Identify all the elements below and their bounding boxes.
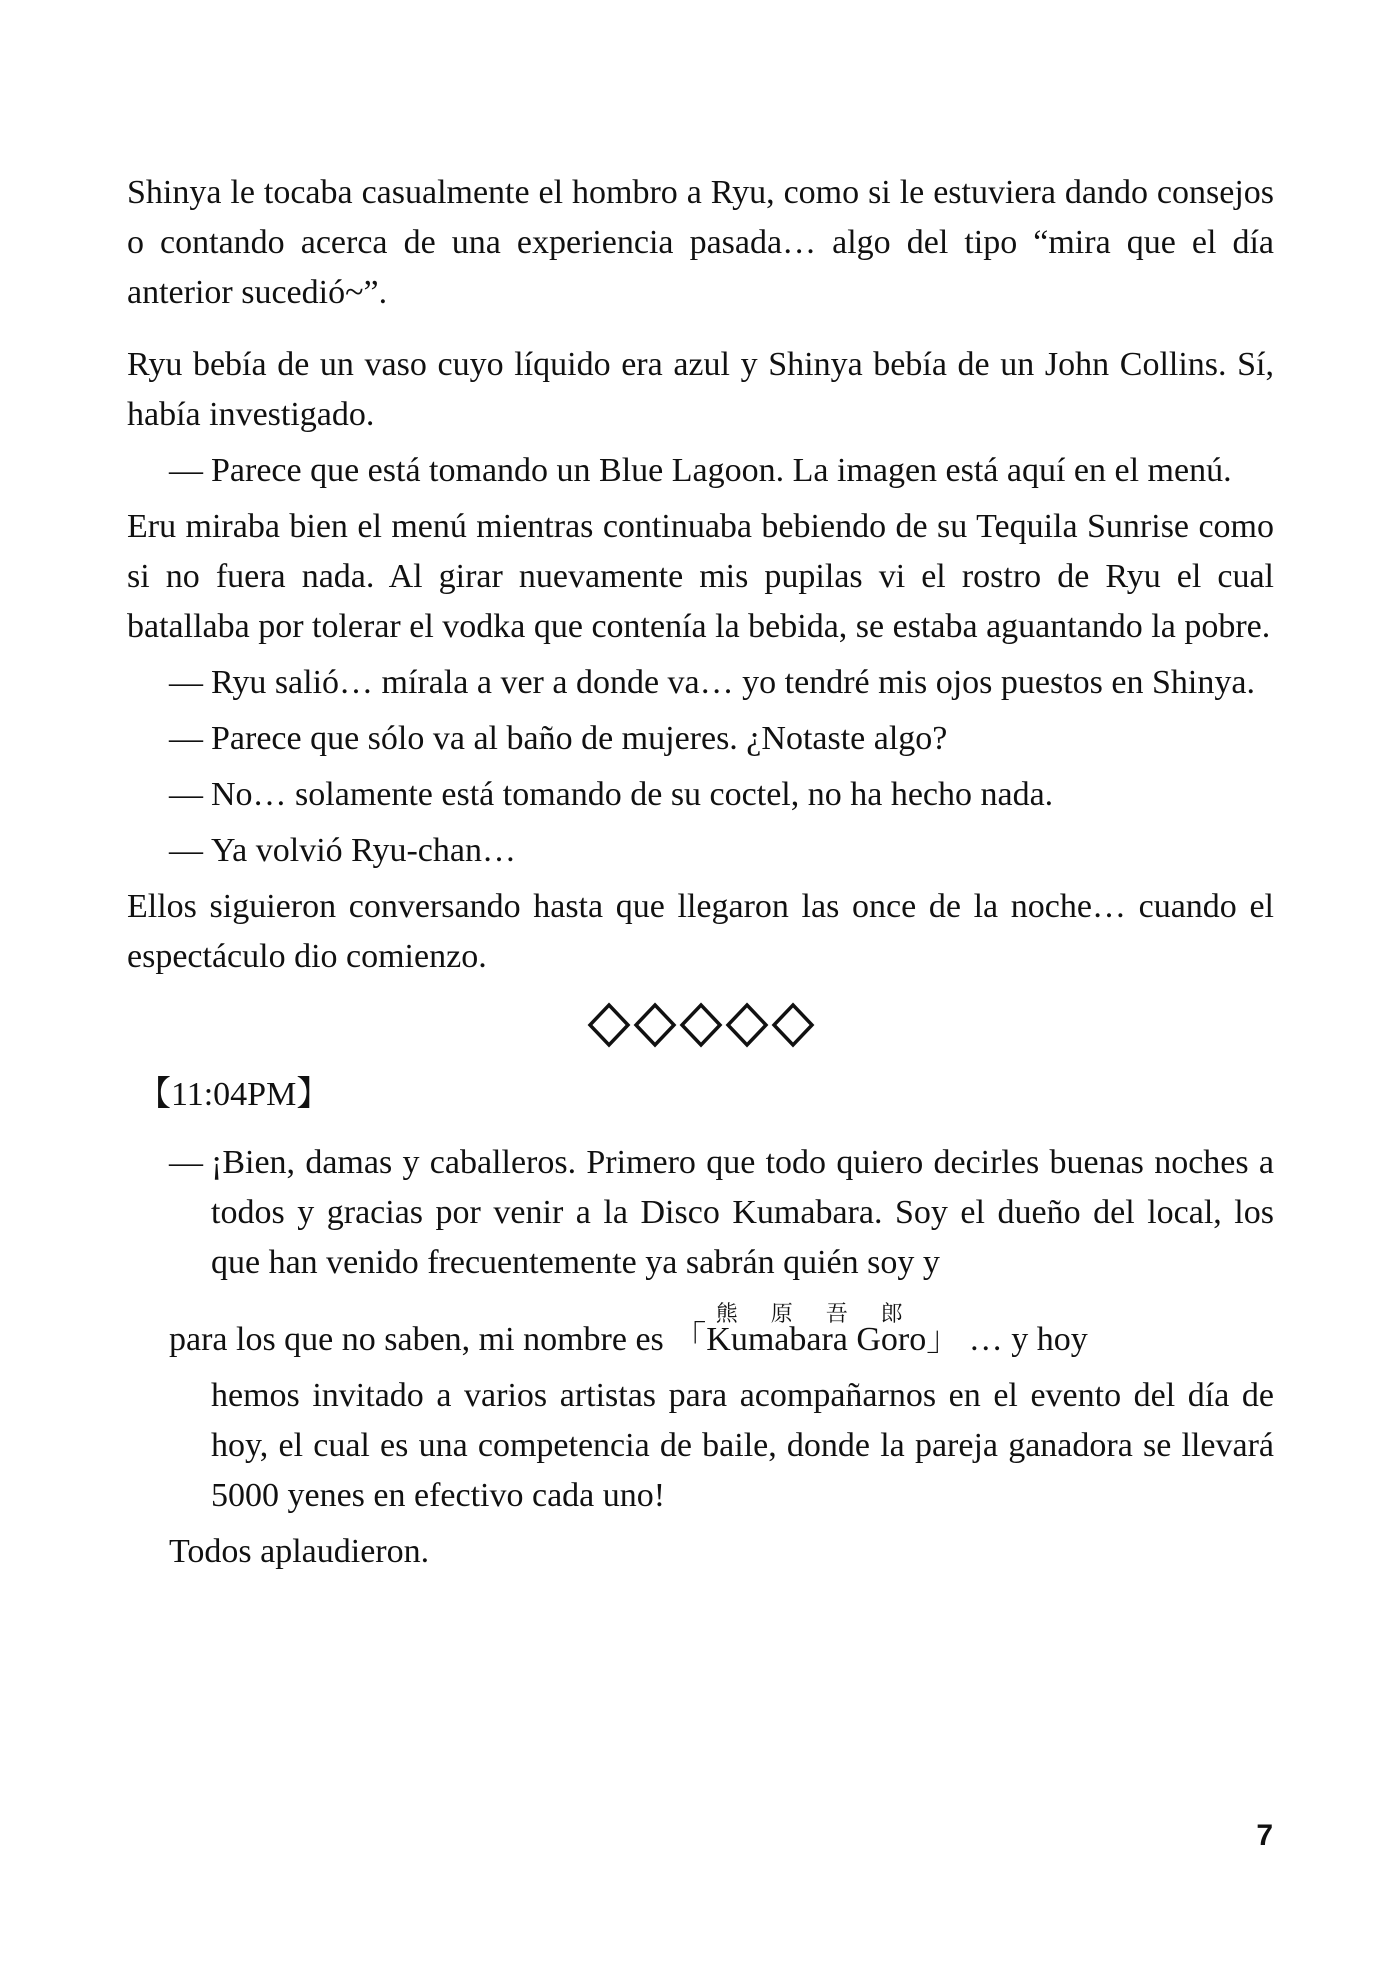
name-furigana: 熊原吾郎 [706, 1302, 927, 1327]
dialogue-1 [127, 446, 1274, 496]
page-number: 7 [1256, 1819, 1273, 1852]
paragraph-1: Shinya le tocaba casualmente el hombro a Ryu, como si le estuviera dando consejos o contando acerca de una experiencia pasada… algo del tipo “mira que el día anterior sucedió~”. [127, 174, 1274, 311]
dialogue-4 [127, 770, 1274, 820]
name-open-bracket: 「 [672, 1321, 707, 1358]
section-divider [127, 998, 1274, 1052]
paragraph-4: Ellos siguieron conversando hasta que llegaron las once de la noche… cuando el espectáculo dio comienzo. [127, 888, 1274, 975]
dialogue-2 [127, 658, 1274, 708]
paragraph-2: Ryu bebía de un vaso cuyo líquido era azul y Shinya bebía de un John Collins. Sí, había investigado. [127, 346, 1274, 433]
dialogue-2-text: Ryu salió… mírala a ver a donde va… yo tendré mis ojos puestos en Shinya. [211, 664, 1255, 701]
speech-part-3: hemos invitado a varios artistas para acompañarnos en el evento del día de hoy, el cual es una competencia de baile, donde la pareja ganadora se llevará 5000 yenes en efectivo cada uno! [211, 1377, 1274, 1514]
dialogue-dash: — [169, 776, 203, 813]
dialogue-4-text: No… solamente está tomando de su coctel, no ha hecho nada. [211, 776, 1054, 813]
dialogue-3 [127, 714, 1274, 764]
speech-part-2-suffix: … y hoy [960, 1321, 1088, 1358]
closing-line: Todos aplaudieron. [169, 1533, 430, 1570]
name-close-bracket: 」 [926, 1321, 961, 1358]
dialogue-dash: — [169, 452, 203, 489]
body-text [127, 168, 1274, 1577]
timestamp: 【11:04PM】 [137, 1076, 331, 1113]
dialogue-dash: — [169, 720, 203, 757]
dialogue-dash: — [169, 1144, 203, 1181]
speech-name-line [169, 1302, 1274, 1365]
speaker-name: Kumabara Goro [706, 1321, 927, 1358]
dialogue-5-text: Ya volvió Ryu-chan… [211, 832, 516, 869]
dialogue-dash: — [169, 664, 203, 701]
speech-part-2-prefix: para los que no saben, mi nombre es [169, 1321, 673, 1358]
dialogue-3-text: Parece que sólo va al baño de mujeres. ¿Notaste algo? [211, 720, 948, 757]
diamond-divider-icon [586, 998, 816, 1052]
paragraph-3: Eru miraba bien el menú mientras continuaba bebiendo de su Tequila Sunrise como si no fuera nada. Al girar nuevamente mis pupilas vi el rostro de Ryu el cual batallaba por tolerar el vodka que contenía la bebida, se estaba aguantando la pobre. [127, 508, 1274, 645]
speech-part-1: ¡Bien, damas y caballeros. Primero que todo quiero decirles buenas noches a todos y gracias por venir a la Disco Kumabara. Soy el dueño del local, los que han venido frecuentemente ya sabrán quién soy y [211, 1144, 1274, 1281]
dialogue-5 [127, 826, 1274, 876]
speech-dialogue [127, 1138, 1274, 1521]
name-ruby [706, 1302, 927, 1358]
dialogue-dash: — [169, 832, 203, 869]
dialogue-1-text: Parece que está tomando un Blue Lagoon. La imagen está aquí en el menú. [211, 452, 1232, 489]
